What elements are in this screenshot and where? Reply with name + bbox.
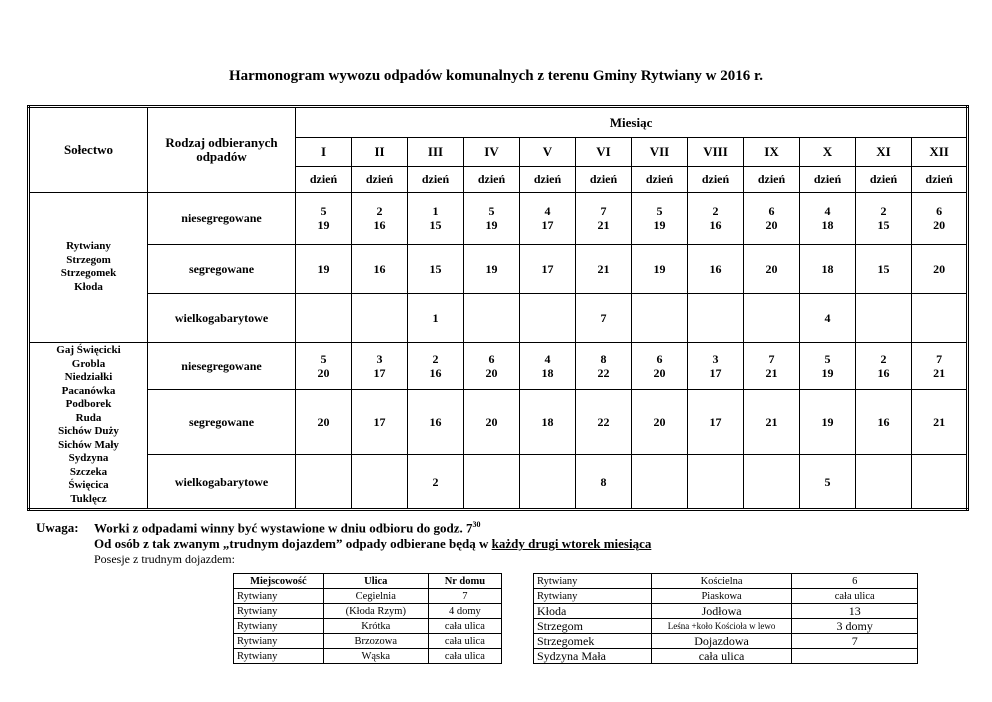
pickup-day: 17 [352, 390, 408, 455]
hard-access-row [234, 634, 502, 649]
pickup-day [464, 294, 520, 343]
pickup-day: 20 [464, 390, 520, 455]
pickup-day [912, 455, 968, 510]
village-name: Rytwiany [66, 240, 111, 253]
pickup-day: 16 [352, 244, 408, 294]
pickup-day: 5 19 [632, 193, 688, 245]
pickup-day [296, 294, 352, 343]
hard-access-cell: Rytwiany [234, 604, 324, 619]
hard-access-row [534, 589, 918, 604]
header-rodzaj: Rodzaj odbieranych odpadów [148, 107, 296, 193]
pickup-day: 22 [576, 390, 632, 455]
schedule-row [29, 455, 968, 510]
pickup-day: 7 21 [576, 193, 632, 245]
note-section [36, 520, 651, 567]
pickup-day: 6 20 [464, 342, 520, 390]
hard-access-cell: cała ulica [428, 634, 501, 649]
hard-access-cell: cała ulica [428, 649, 501, 664]
hard-access-cell: Rytwiany [234, 649, 324, 664]
day-label: dzień [632, 166, 688, 192]
pickup-day: 5 20 [296, 342, 352, 390]
waste-type: niesegregowane [148, 342, 296, 390]
waste-type: segregowane [148, 390, 296, 455]
pickup-day: 15 [408, 244, 464, 294]
hard-access-cell: Rytwiany [234, 619, 324, 634]
month-header: VII [632, 138, 688, 166]
hard-access-cell: Dojazdowa [651, 634, 792, 649]
pickup-day: 6 20 [744, 193, 800, 245]
hard-access-cell: Wąska [323, 649, 428, 664]
hard-access-table-right [533, 573, 918, 664]
hard-access-cell: Sydzyna Mała [534, 649, 652, 664]
village-name: Szczeka [69, 465, 108, 478]
hard-access-cell: Strzegom [534, 619, 652, 634]
hard-access-cell: cała ulica [651, 649, 792, 664]
waste-type: wielkogabarytowe [148, 294, 296, 343]
hard-access-row [234, 619, 502, 634]
pickup-day: 21 [912, 390, 968, 455]
header-row-1 [29, 107, 968, 138]
day-label: dzień [520, 166, 576, 192]
pickup-day: 4 18 [800, 193, 856, 245]
pickup-day: 1 [408, 294, 464, 343]
pickup-day: 16 [688, 244, 744, 294]
pickup-day [632, 294, 688, 343]
pickup-day: 5 19 [800, 342, 856, 390]
hard-access-cell: Rytwiany [534, 574, 652, 589]
hard-access-header: Miejscowość [234, 574, 324, 589]
note-line2: Od osób z tak zwanym „trudnym dojazdem” odpady odbierane będą w [94, 536, 492, 551]
hard-access-cell: Rytwiany [234, 589, 324, 604]
month-header: IV [464, 138, 520, 166]
day-label: dzień [912, 166, 968, 192]
schedule-row [29, 244, 968, 294]
note-line1: Worki z odpadami winny być wystawione w dniu odbioru do godz. 7 [94, 520, 473, 536]
village-name: Strzegom [66, 253, 111, 266]
header-miesiac: Miesiąc [296, 107, 968, 138]
hard-access-header: Ulica [323, 574, 428, 589]
day-label: dzień [688, 166, 744, 192]
hard-access-cell: 7 [792, 634, 918, 649]
pickup-day: 16 [856, 390, 912, 455]
pickup-day [520, 455, 576, 510]
pickup-day: 2 [408, 455, 464, 510]
hard-access-cell: Kłoda [534, 604, 652, 619]
pickup-day: 17 [688, 390, 744, 455]
pickup-day: 4 18 [520, 342, 576, 390]
pickup-day [688, 455, 744, 510]
pickup-day: 3 17 [352, 342, 408, 390]
note-label: Uwaga: [36, 520, 79, 536]
pickup-day [856, 455, 912, 510]
village-name: Tuklęcz [70, 492, 107, 505]
village-name: Sichów Mały [58, 438, 119, 451]
pickup-day [352, 294, 408, 343]
document-title: Harmonogram wywozu odpadów komunalnych z terenu Gminy Rytwiany w 2016 r. [228, 68, 764, 84]
pickup-day: 8 [576, 455, 632, 510]
month-header: VIII [688, 138, 744, 166]
pickup-day: 5 19 [464, 193, 520, 245]
hard-access-row [534, 619, 918, 634]
day-label: dzień [296, 166, 352, 192]
pickup-day: 8 22 [576, 342, 632, 390]
pickup-day [520, 294, 576, 343]
hard-access-cell: Jodłowa [651, 604, 792, 619]
pickup-day: 2 15 [856, 193, 912, 245]
hard-access-table-left [233, 573, 502, 664]
pickup-day [856, 294, 912, 343]
pickup-day [688, 294, 744, 343]
pickup-day: 21 [744, 390, 800, 455]
day-label: dzień [408, 166, 464, 192]
pickup-day [912, 294, 968, 343]
day-label: dzień [800, 166, 856, 192]
pickup-day: 2 16 [408, 342, 464, 390]
pickup-day: 20 [744, 244, 800, 294]
month-header: XII [912, 138, 968, 166]
pickup-day: 2 16 [688, 193, 744, 245]
pickup-day: 1 15 [408, 193, 464, 245]
pickup-day [744, 455, 800, 510]
village-name: Pacanówka [61, 384, 116, 397]
pickup-day: 7 21 [744, 342, 800, 390]
month-header: V [520, 138, 576, 166]
hard-access-cell: cała ulica [428, 619, 501, 634]
hard-access-row [234, 589, 502, 604]
hard-access-cell: 4 domy [428, 604, 501, 619]
pickup-day: 20 [632, 390, 688, 455]
pickup-day: 18 [800, 244, 856, 294]
hard-access-cell: Rytwiany [234, 634, 324, 649]
hard-access-cell: 6 [792, 574, 918, 589]
hard-access-cell [792, 649, 918, 664]
pickup-day: 2 16 [352, 193, 408, 245]
pickup-day: 4 17 [520, 193, 576, 245]
hard-access-cell: (Kłoda Rzym) [323, 604, 428, 619]
hard-access-header: Nr domu [428, 574, 501, 589]
pickup-day [352, 455, 408, 510]
hard-access-row [534, 574, 918, 589]
schedule-row [29, 193, 968, 245]
hard-access-row [234, 649, 502, 664]
hard-access-cell: cała ulica [792, 589, 918, 604]
hard-access-cell: Leśna +koło Kościoła w lewo [651, 619, 792, 634]
pickup-day: 19 [632, 244, 688, 294]
pickup-day [296, 455, 352, 510]
village-name: Sichów Duży [58, 425, 119, 438]
hard-access-cell: 13 [792, 604, 918, 619]
header-solectwo: Sołectwo [29, 107, 148, 193]
hard-access-cell: Kościelna [651, 574, 792, 589]
day-label: dzień [744, 166, 800, 192]
day-label: dzień [856, 166, 912, 192]
pickup-day [744, 294, 800, 343]
pickup-day: 19 [296, 244, 352, 294]
village-list [29, 342, 148, 509]
village-name: Gaj Święcicki [56, 344, 121, 357]
pickup-day: 2 16 [856, 342, 912, 390]
schedule-table [27, 105, 969, 511]
day-label: dzień [576, 166, 632, 192]
village-name: Kłoda [74, 280, 103, 293]
note-line3: Posesje z trudnym dojazdem: [94, 552, 235, 566]
month-header: I [296, 138, 352, 166]
hard-access-cell: Piaskowa [651, 589, 792, 604]
waste-type: niesegregowane [148, 193, 296, 245]
pickup-day: 7 [576, 294, 632, 343]
pickup-day: 16 [408, 390, 464, 455]
pickup-day: 6 20 [912, 193, 968, 245]
pickup-day: 19 [800, 390, 856, 455]
pickup-day: 5 19 [296, 193, 352, 245]
pickup-day: 21 [576, 244, 632, 294]
village-list [29, 193, 148, 343]
pickup-day: 6 20 [632, 342, 688, 390]
hard-access-cell: Brzozowa [323, 634, 428, 649]
pickup-day: 3 17 [688, 342, 744, 390]
hard-access-cell: Cegielnia [323, 589, 428, 604]
hard-access-cell: 7 [428, 589, 501, 604]
pickup-day [464, 455, 520, 510]
pickup-day: 19 [464, 244, 520, 294]
pickup-day: 4 [800, 294, 856, 343]
pickup-day: 17 [520, 244, 576, 294]
hard-access-cell: Strzegomek [534, 634, 652, 649]
schedule-row [29, 342, 968, 390]
pickup-day: 20 [912, 244, 968, 294]
hard-access-cell: Krótka [323, 619, 428, 634]
village-name: Podborek [65, 398, 112, 411]
pickup-day: 18 [520, 390, 576, 455]
hard-access-cell: Rytwiany [534, 589, 652, 604]
hard-access-cell: 3 domy [792, 619, 918, 634]
month-header: X [800, 138, 856, 166]
village-name: Sydzyna [68, 452, 109, 465]
village-name: Niedziałki [64, 371, 113, 384]
hard-access-row [534, 649, 918, 664]
pickup-day: 15 [856, 244, 912, 294]
month-header: XI [856, 138, 912, 166]
hard-access-row [534, 604, 918, 619]
note-line1-sup: 30 [472, 520, 481, 529]
pickup-day [632, 455, 688, 510]
pickup-day: 20 [296, 390, 352, 455]
schedule-row [29, 390, 968, 455]
note-line2-underlined: każdy drugi wtorek miesiąca [491, 536, 652, 551]
village-name: Grobla [71, 357, 106, 370]
village-name: Strzegomek [60, 267, 117, 280]
pickup-day: 5 [800, 455, 856, 510]
hard-access-row [234, 604, 502, 619]
pickup-day: 7 21 [912, 342, 968, 390]
month-header: II [352, 138, 408, 166]
schedule-row [29, 294, 968, 343]
month-header: VI [576, 138, 632, 166]
month-header: IX [744, 138, 800, 166]
waste-type: wielkogabarytowe [148, 455, 296, 510]
village-name: Święcica [68, 479, 109, 492]
hard-access-row [534, 634, 918, 649]
village-name: Ruda [75, 411, 102, 424]
day-label: dzień [352, 166, 408, 192]
waste-type: segregowane [148, 244, 296, 294]
month-header: III [408, 138, 464, 166]
day-label: dzień [464, 166, 520, 192]
